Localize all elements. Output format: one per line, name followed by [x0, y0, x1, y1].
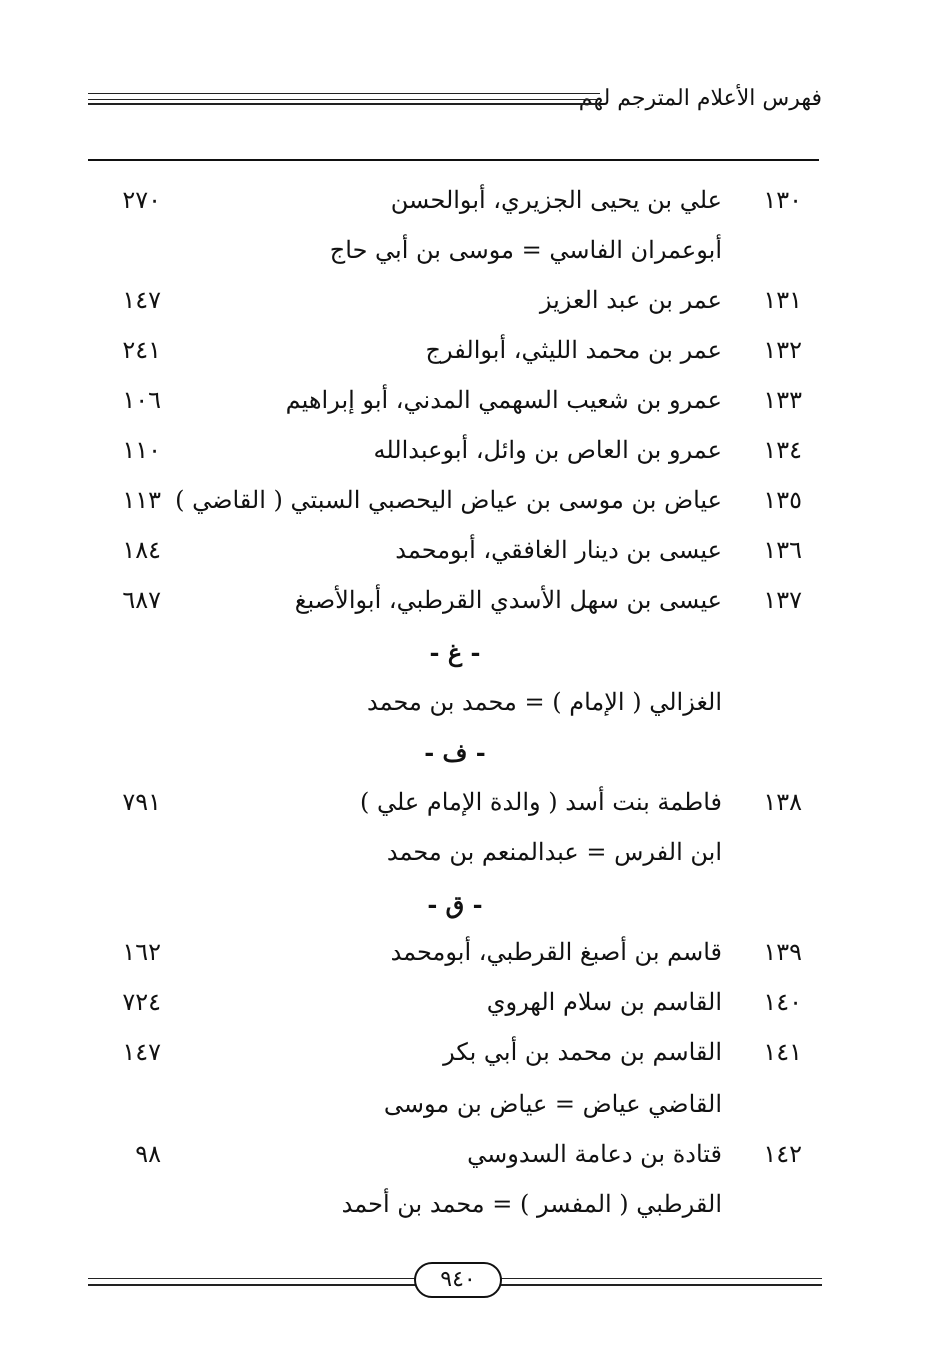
entry-number: ١٤١ [763, 1038, 802, 1066]
index-entry [0, 286, 944, 326]
entry-name: علي بن يحيى الجزيري، أبوالحسن [390, 186, 722, 214]
letter-heading-text: - ف - [424, 738, 486, 767]
entry-page: ٦٨٧ [122, 586, 161, 614]
cross-reference [0, 236, 944, 276]
entry-page: ٧٢٤ [122, 988, 161, 1016]
entry-name: القاسم بن محمد بن أبي بكر [443, 1038, 722, 1066]
letter-heading [0, 738, 944, 778]
entry-name: قاسم بن أصبغ القرطبي، أبومحمد [390, 938, 722, 966]
entry-number: ١٣١ [763, 286, 802, 314]
footer-rule [88, 1278, 416, 1279]
cross-reference-text: القاضي عياض = عياض بن موسى [383, 1090, 722, 1118]
index-entry [0, 988, 944, 1028]
entry-page: ١١٠ [122, 436, 161, 464]
cross-reference [0, 838, 944, 878]
index-entry [0, 1038, 944, 1078]
entry-name: عياض بن موسى بن عياض اليحصبي السبتي ( القاضي ) [175, 486, 722, 514]
entry-page: ١٦٢ [122, 938, 161, 966]
entry-name: عيسى بن سهل الأسدي القرطبي، أبوالأصبغ [294, 586, 722, 614]
entry-name: عمرو بن شعيب السهمي المدني، أبو إبراهيم [285, 386, 722, 414]
entry-number: ١٣٥ [763, 486, 802, 514]
entry-page: ٢٤١ [122, 336, 161, 364]
entry-number: ١٣٧ [763, 586, 802, 614]
cross-reference-text: القرطبي ( المفسر ) = محمد بن أحمد [341, 1190, 722, 1218]
entry-page: ١٤٧ [122, 286, 161, 314]
letter-heading [0, 638, 944, 678]
entry-number: ١٣٢ [763, 336, 802, 364]
entry-page: ١٤٧ [122, 1038, 161, 1066]
footer-rule [500, 1284, 822, 1286]
index-entry [0, 186, 944, 226]
entry-page: ٩٨ [135, 1140, 161, 1168]
entry-number: ١٣٠ [763, 186, 802, 214]
entry-page: ١١٣ [122, 486, 161, 514]
entry-name: القاسم بن سلام الهروي [486, 988, 722, 1016]
entry-page: ٧٩١ [122, 788, 161, 816]
entry-number: ١٤٢ [763, 1140, 802, 1168]
entry-name: عمر بن محمد الليثي، أبوالفرج [425, 336, 722, 364]
index-entry [0, 436, 944, 476]
cross-reference [0, 1190, 944, 1230]
entry-name: عيسى بن دينار الغافقي، أبومحمد [395, 536, 722, 564]
entry-name: قتادة بن دعامة السدوسي [467, 1140, 722, 1168]
entry-number: ١٤٠ [763, 988, 802, 1016]
entry-number: ١٣٣ [763, 386, 802, 414]
entry-name: عمر بن عبد العزيز [539, 286, 722, 314]
index-entry [0, 1140, 944, 1180]
index-entry [0, 386, 944, 426]
index-entry [0, 336, 944, 376]
index-entry [0, 788, 944, 828]
entry-page: ١٨٤ [122, 536, 161, 564]
index-entry [0, 586, 944, 626]
index-entry [0, 536, 944, 576]
entry-name: عمرو بن العاص بن وائل، أبوعبدالله [373, 436, 722, 464]
cross-reference [0, 1090, 944, 1130]
footer-rule [500, 1278, 822, 1279]
letter-heading-text: - ق - [427, 890, 483, 919]
entry-number: ١٣٦ [763, 536, 802, 564]
cross-reference [0, 688, 944, 728]
entry-number: ١٣٩ [763, 938, 802, 966]
footer-rule [88, 1284, 416, 1286]
entry-number: ١٣٤ [763, 436, 802, 464]
running-header-title: فهرس الأعلام المترجم لهم [578, 86, 822, 111]
entry-page: ٢٧٠ [122, 186, 161, 214]
letter-heading [0, 890, 944, 930]
cross-reference-text: الغزالي ( الإمام ) = محمد بن محمد [367, 688, 722, 716]
entry-number: ١٣٨ [763, 788, 802, 816]
entry-page: ١٠٦ [122, 386, 161, 414]
index-entry [0, 938, 944, 978]
index-entry [0, 486, 944, 526]
cross-reference-text: ابن الفرس = عبدالمنعم بن محمد [386, 838, 722, 866]
page-number: ٩٤٠ [414, 1262, 502, 1298]
letter-heading-text: - غ - [429, 638, 481, 667]
cross-reference-text: أبوعمران الفاسي = موسى بن أبي حاج [329, 236, 722, 264]
entry-name: فاطمة بنت أسد ( والدة الإمام علي ) [359, 788, 722, 816]
